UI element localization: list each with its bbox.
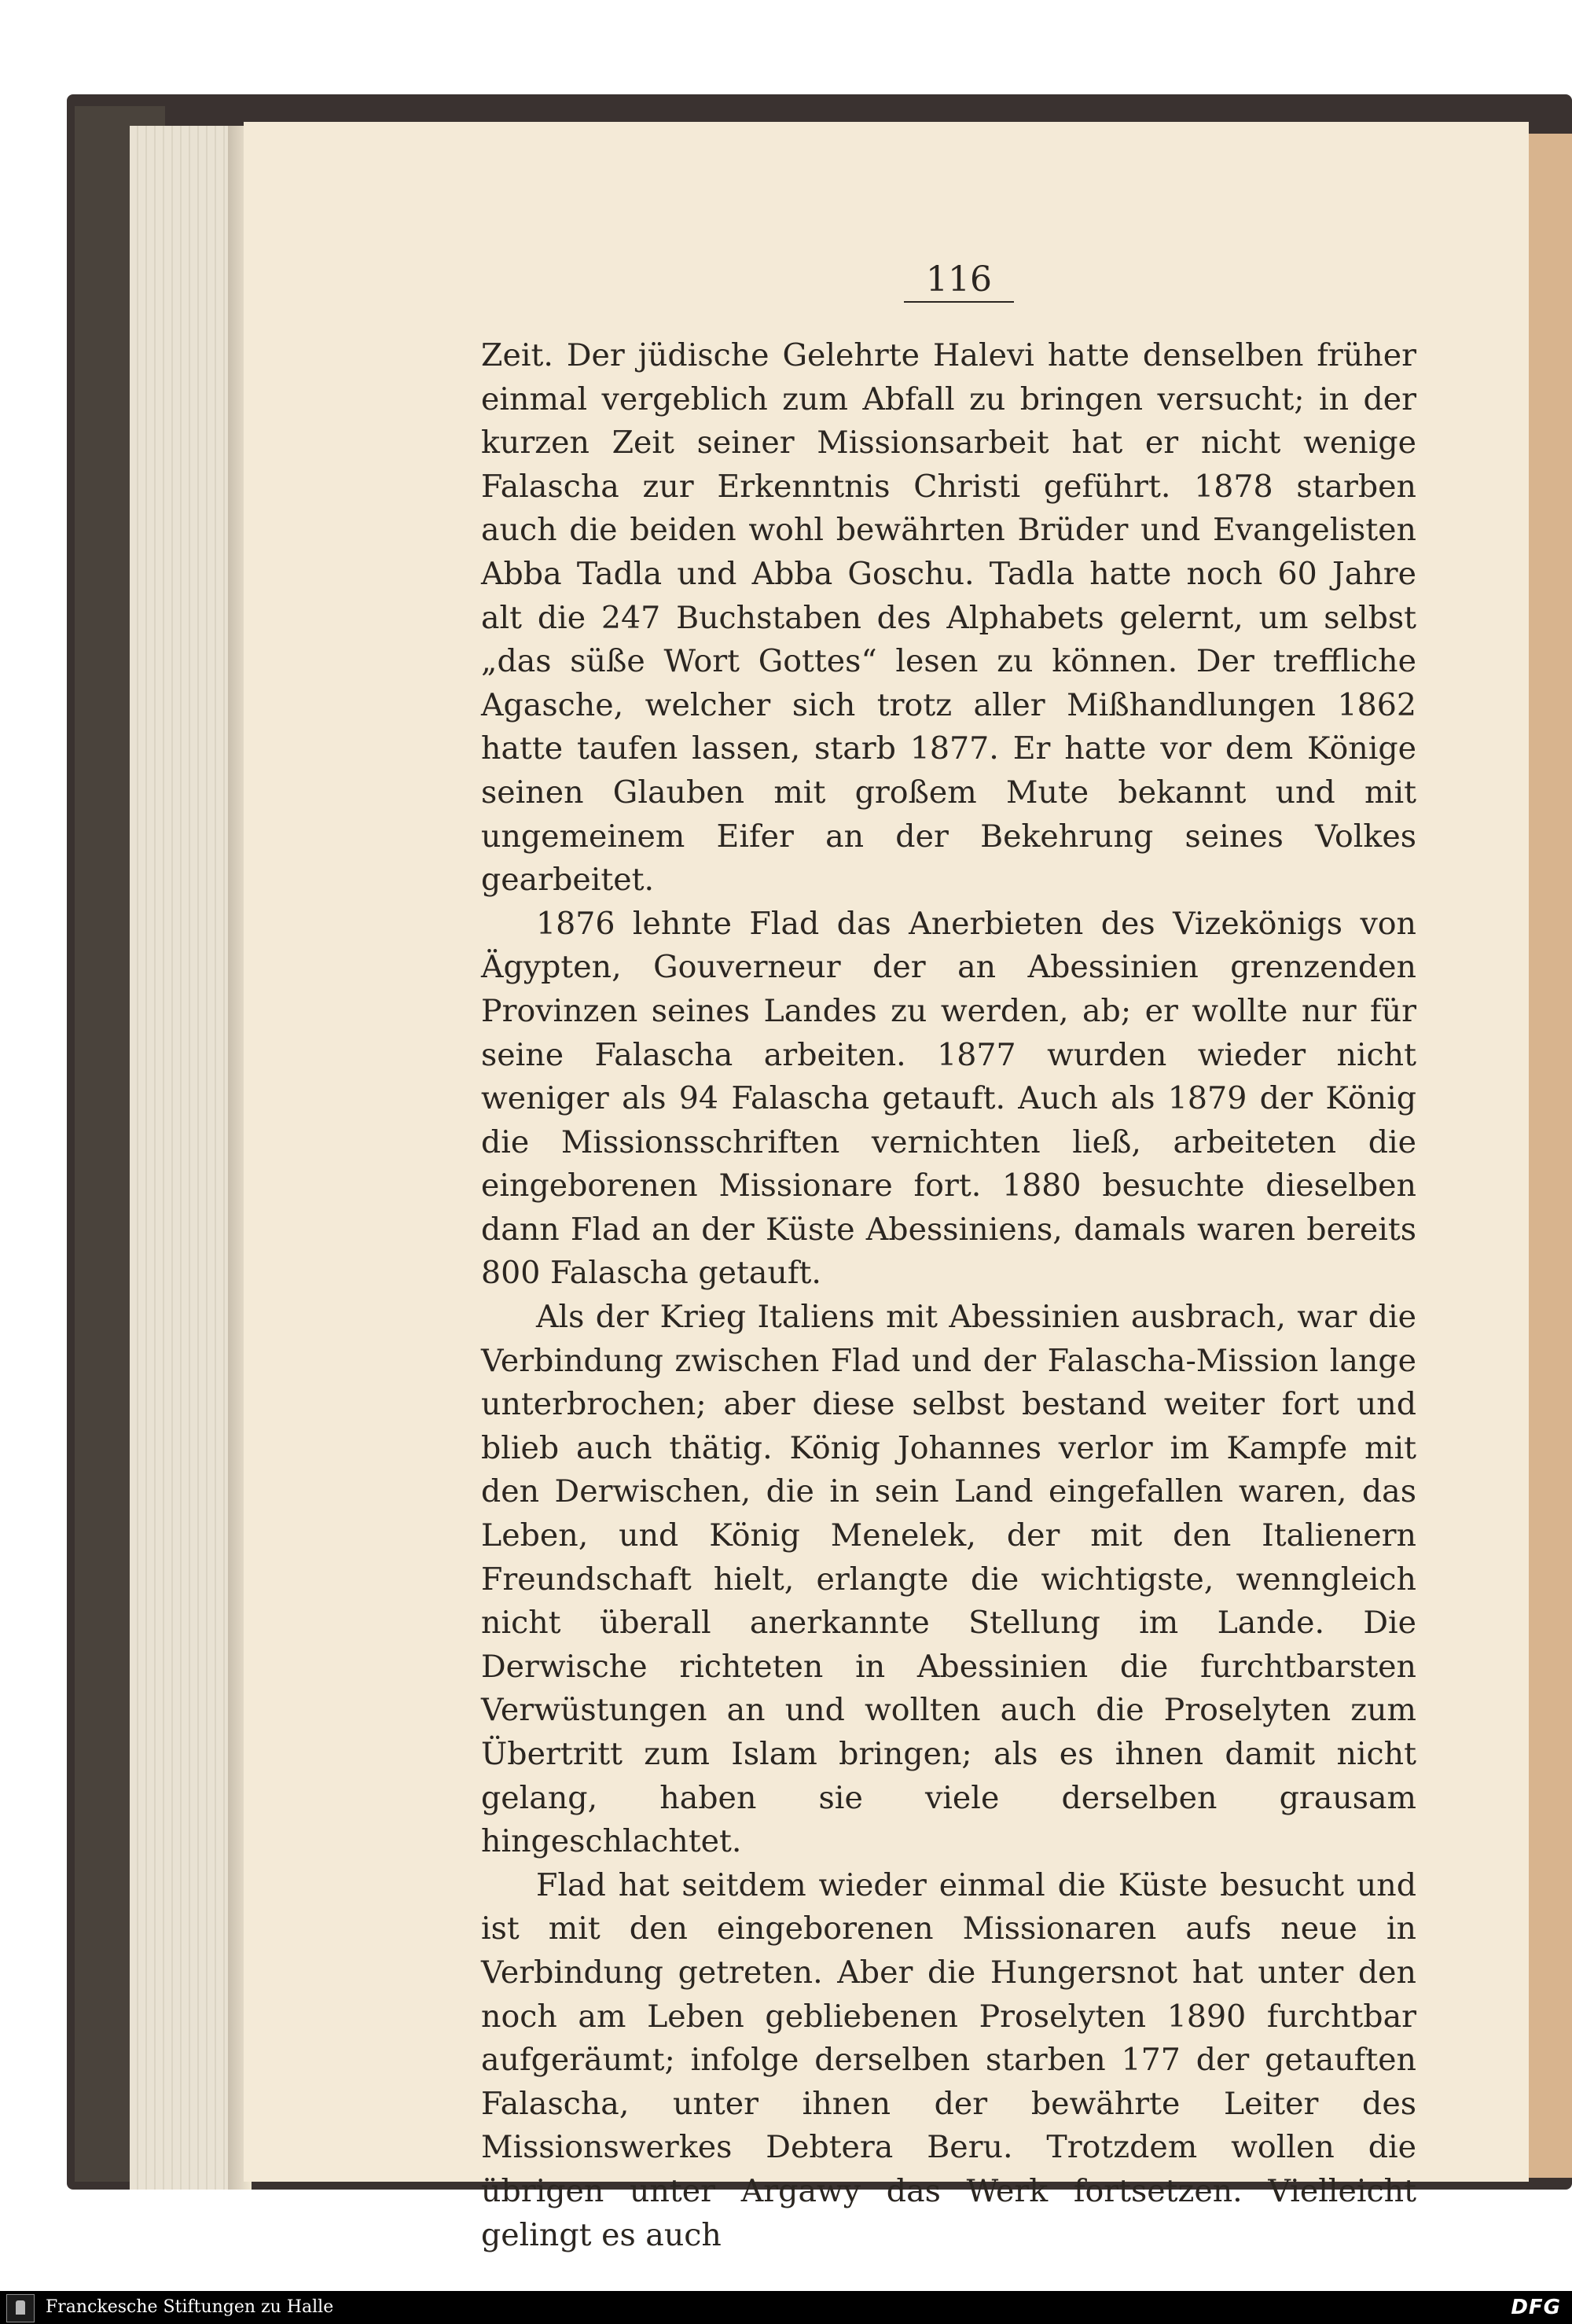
right-page-edge: [1529, 134, 1572, 2178]
page-number: 116: [926, 259, 992, 300]
body-text: [481, 334, 1416, 2257]
paragraph: Flad hat seitdem wieder einmal die Küste besucht und ist mit den eingeborenen Missionaren aufs neue in Verbindung getreten. Aber die Hungersnot hat unter den noch am Leben gebliebenen Proselyten 1890 furchtbar aufgeräumt; infolge derselben starben 177 der getauften Falascha, unter ihnen der bewährte Leiter des Missionswerkes Debtera Beru. Trotzdem wollen die übrigen unter Argawy das Werk fortsetzen. Vielleicht gelingt es auch: [481, 1866, 1416, 2253]
paragraph: Zeit. Der jüdische Gelehrte Halevi hatte denselben früher einmal vergeblich zum Abfall zu bringen versucht; in der kurzen Zeit seiner Missionsarbeit hat er nicht wenige Falascha zur Erkenntnis Christi geführt. 1878 starben auch die beiden wohl bewährten Brüder und Evangelisten Abba Tadla und Abba Goschu. Tadla hatte noch 60 Jahre alt die 247 Buchstaben des Alphabets gelernt, um selbst „das süße Wort Gottes“ lesen zu können. Der treffliche Agasche, welcher sich trotz aller Mißhandlungen 1862 hatte taufen lassen, starb 1877. Er hatte vor dem Könige seinen Glauben mit großem Mute bekannt und mit ungemeinem Eifer an der Bekehrung seines Volkes gearbeitet.: [481, 337, 1416, 899]
page-number-rule: [904, 301, 1014, 303]
institution-name: Franckesche Stiftungen zu Halle: [46, 2297, 334, 2317]
paragraph: Als der Krieg Italiens mit Abessinien ausbrach, war die Verbindung zwischen Flad und der Falascha-Mission lange unterbrochen; aber diese selbst bestand weiter fort und blieb auch thätig. König Johannes verlor im Kampfe mit den Derwischen, die in sein Land eingefallen waren, das Leben, und König Menelek, der mit den Italienern Freundschaft hielt, erlangte die wichtigste, wenngleich nicht überall anerkannte Stellung im Lande. Die Derwische richteten in Abessinien die furchtbarsten Verwüstungen an und wollten auch die Proselyten zum Übertritt zum Islam bringen; als es ihnen damit nicht gelang, haben sie viele derselben grausam hingeschlachtet.: [481, 1299, 1416, 1860]
paragraph: 1876 lehnte Flad das Anerbieten des Vizekönigs von Ägypten, Gouverneur der an Abessinien grenzenden Provinzen seines Landes zu werden, ab; er wollte nur für seine Falascha arbeiten. 1877 wurden wieder nicht weniger als 94 Falascha getauft. Auch als 1879 der König die Missionsschriften vernichten ließ, arbeiteten die eingeborenen Missionare fort. 1880 besuchte dieselben dann Flad an der Küste Abessiniens, damals waren bereits 800 Falascha getauft.: [481, 905, 1416, 1292]
footer-bar: [0, 2291, 1572, 2324]
institution-emblem-icon: [6, 2294, 35, 2322]
dfg-logo: DFG: [1511, 2296, 1561, 2319]
